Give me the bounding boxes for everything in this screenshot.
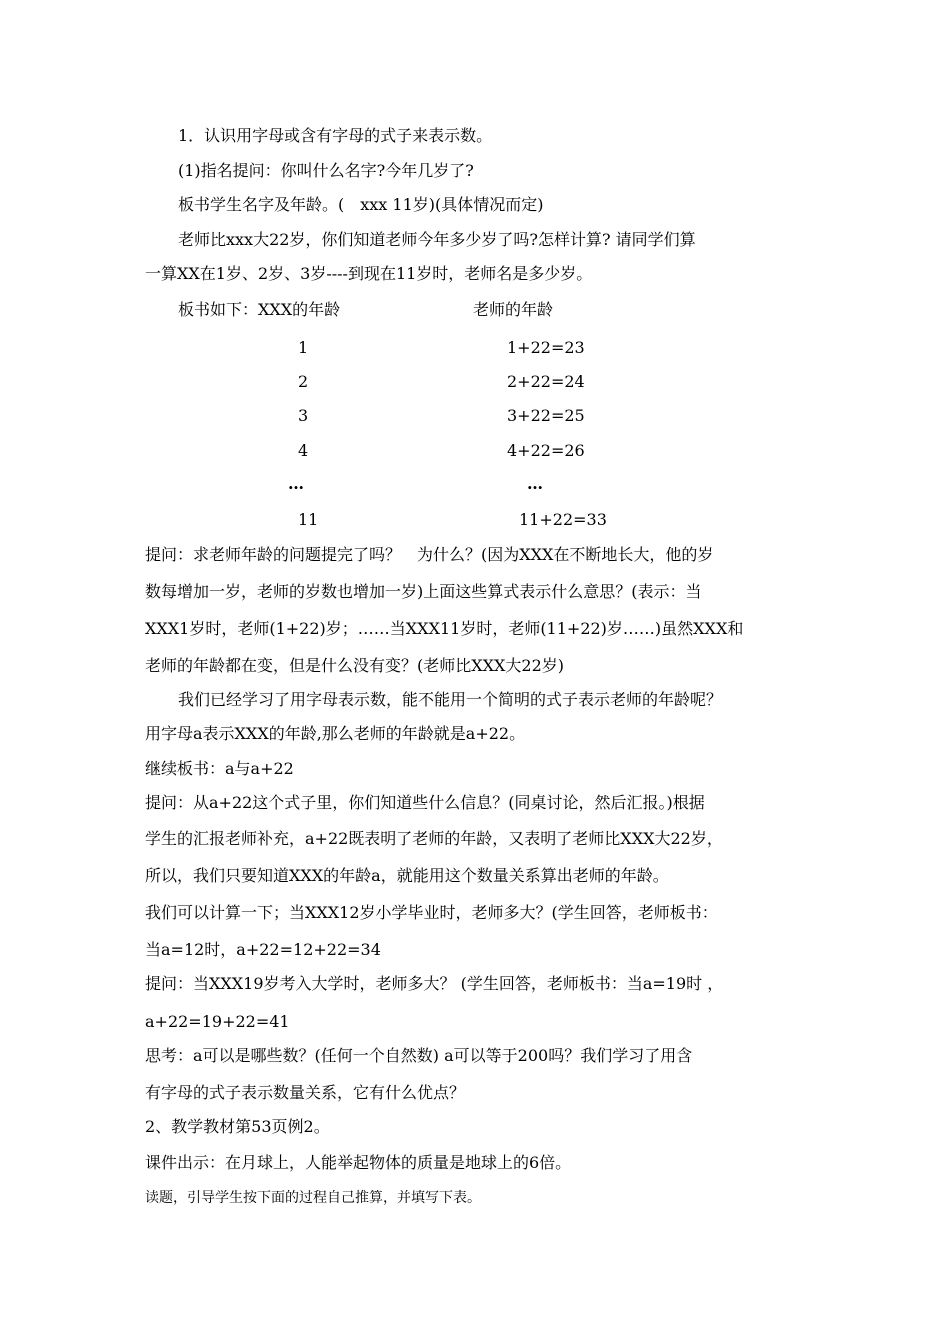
board-expr-cell: …	[527, 474, 543, 493]
paragraph-line: a+22=19+22=41	[145, 1012, 290, 1031]
section-heading-2: 2、教学教材第53页例2。	[145, 1117, 330, 1136]
paragraph-line: 老师的年龄都在变，但是什么没有变？(老师比XXX大22岁)	[145, 656, 565, 675]
paragraph-line: 思考：a可以是哪些数？(任何一个自然数) a可以等于200吗？我们学习了用含	[145, 1046, 693, 1065]
board-age-cell: 2	[298, 372, 309, 391]
paragraph-line: 提问：求老师年龄的问题提完了吗？ 为什么？(因为XXX在不断地长大，他的岁	[145, 545, 714, 564]
paragraph-question: (1)指名提问：你叫什么名字?今年几岁了?	[178, 161, 474, 180]
paragraph-line: 课件出示：在月球上，人能举起物体的质量是地球上的6倍。	[145, 1153, 572, 1172]
board-expr-cell: 1+22=23	[507, 338, 585, 357]
paragraph-line: 所以，我们只要知道XXX的年龄a，就能用这个数量关系算出老师的年龄。	[145, 866, 669, 885]
paragraph-teacher-age-cont: 一算XX在1岁、2岁、3岁----到现在11岁时，老师名是多少岁。	[145, 264, 593, 283]
board-expr-cell: 4+22=26	[507, 441, 585, 460]
paragraph-line: 我们已经学习了用字母表示数，能不能用一个简明的式子表示老师的年龄呢？	[178, 690, 723, 709]
paragraph-line: 提问：当XXX19岁考入大学时，老师多大？ (学生回答，老师板书：当a=19时 ，	[145, 974, 724, 993]
paragraph-line: 读题，引导学生按下面的过程自己推算，并填写下表。	[145, 1190, 481, 1206]
board-expr-cell: 11+22=33	[519, 510, 607, 529]
board-age-cell: 1	[298, 338, 309, 357]
paragraph-line: 提问：从a+22这个式子里，你们知道些什么信息？(同桌讨论，然后汇报。)根据	[145, 793, 705, 812]
paragraph-line: 当a=12时，a+22=12+22=34	[145, 940, 381, 959]
section-heading-1: 1．认识用字母或含有字母的式子来表示数。	[178, 126, 493, 145]
board-expr-cell: 2+22=24	[507, 372, 585, 391]
paragraph-line: XXX1岁时，老师(1+22)岁；……当XXX11岁时，老师(11+22)岁……)虽然XXX和	[145, 619, 744, 638]
paragraph-line: 用字母a表示XXX的年龄,那么老师的年龄就是a+22。	[145, 724, 526, 743]
board-age-cell: …	[288, 474, 304, 493]
paragraph-line: 有字母的式子表示数量关系，它有什么优点？	[145, 1083, 466, 1102]
paragraph-board-name: 板书学生名字及年龄。( xxx 11岁)(具体情况而定)	[178, 195, 544, 214]
board-age-cell: 4	[298, 441, 309, 460]
board-expr-cell: 3+22=25	[507, 406, 585, 425]
paragraph-line: 我们可以计算一下；当XXX12岁小学毕业时，老师多大？(学生回答，老师板书：	[145, 903, 718, 922]
paragraph-teacher-age: 老师比xxx大22岁，你们知道老师今年多少岁了吗?怎样计算? 请同学们算	[178, 230, 696, 249]
paragraph-line: 继续板书：a与a+22	[145, 759, 294, 778]
board-header-right: 老师的年龄	[473, 300, 554, 319]
board-age-cell: 3	[298, 406, 309, 425]
paragraph-line: 数每增加一岁，老师的岁数也增加一岁)上面这些算式表示什么意思？(表示：当	[145, 582, 702, 601]
paragraph-line: 学生的汇报老师补充，a+22既表明了老师的年龄，又表明了老师比XXX大22岁，	[145, 829, 723, 848]
board-header-left: 板书如下：XXX的年龄	[178, 300, 341, 319]
board-age-cell: 11	[298, 510, 319, 529]
